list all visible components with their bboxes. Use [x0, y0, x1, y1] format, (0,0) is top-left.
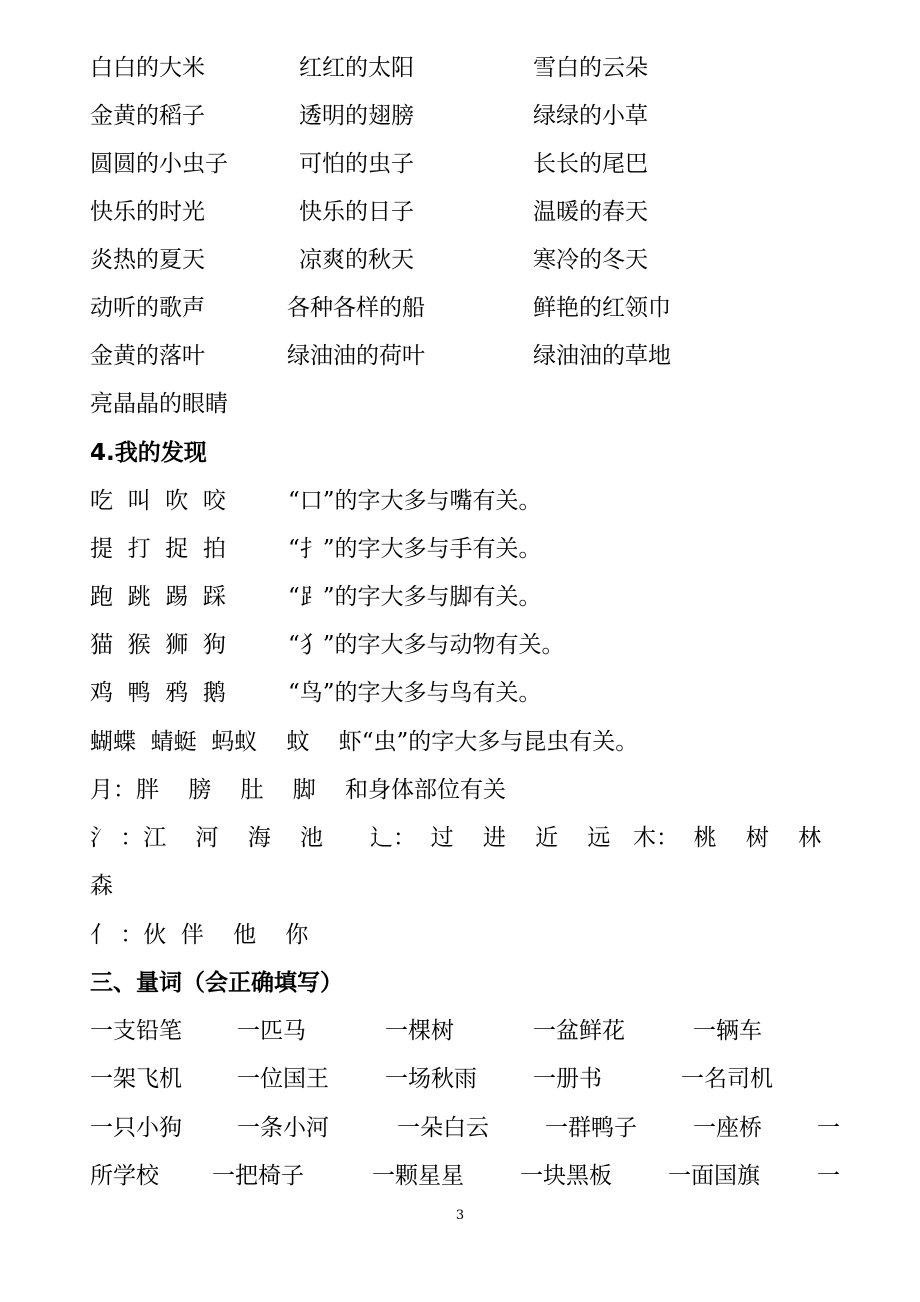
- measure-word: 一册书: [533, 1066, 602, 1092]
- measure-word: 一朵白云: [397, 1115, 489, 1141]
- discovery-row: [0, 818, 920, 858]
- phrase: 快乐的日子: [299, 199, 414, 225]
- measure-word: 一名司机: [681, 1066, 773, 1092]
- measure-word: 一辆车: [693, 1018, 762, 1044]
- discovery-row: [0, 577, 920, 617]
- phrase-row: [0, 384, 920, 424]
- phrase-row: [0, 240, 920, 280]
- radical-chars: 跑 跳 踢 踩: [90, 584, 226, 610]
- person-radical-line: 亻 ：伙 伴 他 你: [90, 922, 309, 948]
- phrase: 炎热的夏天: [90, 247, 205, 273]
- phrase: 各种各样的船: [287, 295, 425, 321]
- phrase: 寒冷的冬天: [533, 247, 648, 273]
- phrase: 透明的翅膀: [299, 103, 414, 129]
- phrase: 红红的太阳: [299, 55, 414, 81]
- phrase: 绿油油的荷叶: [287, 343, 425, 369]
- phrase: 白白的大米: [90, 55, 205, 81]
- discovery-row: [0, 770, 920, 810]
- insect-line: 蝴蝶 蜻蜓 蚂蚁 蚊 虾“虫”的字大多与昆虫有关。: [90, 729, 639, 755]
- measure-word: 一群鸭子: [545, 1115, 637, 1141]
- discovery-row: [0, 625, 920, 665]
- measure-row: [0, 1059, 920, 1099]
- measure-word: 一盆鲜花: [533, 1018, 625, 1044]
- phrase-row: [0, 336, 920, 376]
- radical-note: “犭”的字大多与动物有关。: [288, 632, 565, 658]
- measure-word: 一: [817, 1163, 840, 1189]
- phrase: 凉爽的秋天: [299, 247, 414, 273]
- phrase-row: [0, 96, 920, 136]
- phrase: 亮晶晶的眼睛: [90, 391, 228, 417]
- phrase: 绿绿的小草: [533, 103, 648, 129]
- phrase: 动听的歌声: [90, 295, 205, 321]
- discovery-row: [0, 722, 920, 762]
- phrase-row: [0, 192, 920, 232]
- section-heading: [0, 433, 920, 473]
- section-heading: [0, 963, 920, 1003]
- water-radical: 氵 ：江 河 海 池: [90, 825, 324, 851]
- measure-word: 一场秋雨: [385, 1066, 477, 1092]
- phrase-row: [0, 288, 920, 328]
- measure-word: 一块黑板: [520, 1163, 612, 1189]
- radical-note: “扌”的字大多与手有关。: [288, 536, 542, 562]
- measure-word: 一条小河: [237, 1115, 329, 1141]
- measure-word: 一颗星星: [372, 1163, 464, 1189]
- measure-word: 一: [817, 1115, 840, 1141]
- phrase: 雪白的云朵: [533, 55, 648, 81]
- discovery-row: [0, 673, 920, 713]
- measure-row: [0, 1011, 920, 1051]
- discovery-heading: 4.我的发现: [90, 440, 207, 466]
- phrase: 快乐的时光: [90, 199, 205, 225]
- measure-row: [0, 1156, 920, 1196]
- measure-word: 一座桥: [693, 1115, 762, 1141]
- discovery-row: [0, 529, 920, 569]
- wood-radical: 木： 桃 树 林: [633, 825, 822, 851]
- radical-chars: 提 打 捉 拍: [90, 536, 226, 562]
- phrase: 鲜艳的红领巾: [533, 295, 671, 321]
- measure-word: 一把椅子: [212, 1163, 304, 1189]
- measure-word: 一面国旗: [668, 1163, 760, 1189]
- radical-note: “⻊”的字大多与脚有关。: [288, 584, 542, 610]
- moon-radical-line: 月：胖 膀 肚 脚 和身体部位有关: [90, 777, 506, 803]
- measure-word: 一匹马: [237, 1018, 306, 1044]
- phrase: 金黄的稻子: [90, 103, 205, 129]
- radical-chars: 鸡 鸭 鸦 鹅: [90, 680, 226, 706]
- page-number: 3: [455, 1208, 465, 1223]
- walk-radical: 辶： 过 进 近 远: [370, 825, 611, 851]
- phrase: 温暖的春天: [533, 199, 648, 225]
- radical-chars: 猫 猴 狮 狗: [90, 632, 226, 658]
- measure-heading: 三、量词（会正确填写）: [90, 970, 343, 996]
- phrase: 圆圆的小虫子: [90, 151, 228, 177]
- phrase: 绿油油的草地: [533, 343, 671, 369]
- measure-word: 一位国王: [237, 1066, 329, 1092]
- measure-word: 一棵树: [385, 1018, 454, 1044]
- measure-word: 所学校: [90, 1163, 159, 1189]
- phrase: 金黄的落叶: [90, 343, 205, 369]
- phrase: 长长的尾巴: [533, 151, 648, 177]
- discovery-row: [0, 481, 920, 521]
- measure-word: 一只小狗: [90, 1115, 182, 1141]
- measure-word: 一架飞机: [90, 1066, 182, 1092]
- radical-chars: 吃 叫 吹 咬: [90, 488, 226, 514]
- wood-radical-wrap: 森: [90, 873, 113, 899]
- measure-word: 一支铅笔: [90, 1018, 182, 1044]
- phrase: 可怕的虫子: [299, 151, 414, 177]
- radical-note: “口”的字大多与嘴有关。: [288, 488, 542, 514]
- radical-note: “鸟”的字大多与鸟有关。: [288, 680, 542, 706]
- discovery-row: [0, 866, 920, 906]
- phrase-row: [0, 144, 920, 184]
- measure-row: [0, 1108, 920, 1148]
- discovery-row: [0, 915, 920, 955]
- phrase-row: [0, 48, 920, 88]
